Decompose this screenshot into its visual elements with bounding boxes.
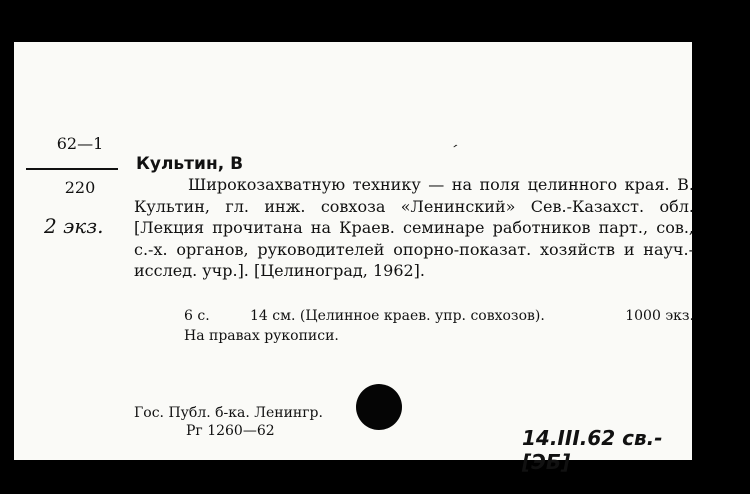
shelf-mark-bottom: 220	[64, 178, 96, 197]
library-imprint	[134, 404, 323, 440]
library-code: Рг 1260—62	[186, 423, 275, 439]
edition-count: 1000 экз.	[625, 308, 694, 324]
shelf-mark-top: 62—1	[56, 134, 104, 153]
bibliographic-description	[134, 174, 694, 282]
accent-mark: ´	[446, 141, 460, 162]
author-heading: Культин, В	[136, 154, 244, 174]
library-name: Гос. Публ. б-ка. Ленингр.	[134, 405, 323, 421]
handwritten-copies-note: 2 экз.	[44, 214, 104, 238]
handwritten-date-note: 14.III.62 св.- [ЭБ]	[522, 426, 663, 474]
catalog-card	[14, 42, 694, 474]
shelf-mark-rule	[26, 168, 118, 170]
physical-description	[184, 308, 694, 324]
rights-note: На правах рукописи.	[184, 328, 339, 344]
punch-hole	[356, 384, 402, 430]
page-count: 6 с.	[184, 308, 210, 324]
title-and-responsibility: Широкозахватную технику — на поля целинного края. В. Культин, гл. инж. совхоза «Ленинский» Сев.-Казахст. обл. [Лекция прочитана на Краев. семинаре работников парт., сов., с.-х. органов, руководителей опорно-показат. хозяйств и науч.-исслед. учр.]. [Целиноград, 1962].	[134, 175, 694, 280]
size-and-series: 14 см. (Целинное краев. упр. совхозов).	[250, 308, 545, 324]
